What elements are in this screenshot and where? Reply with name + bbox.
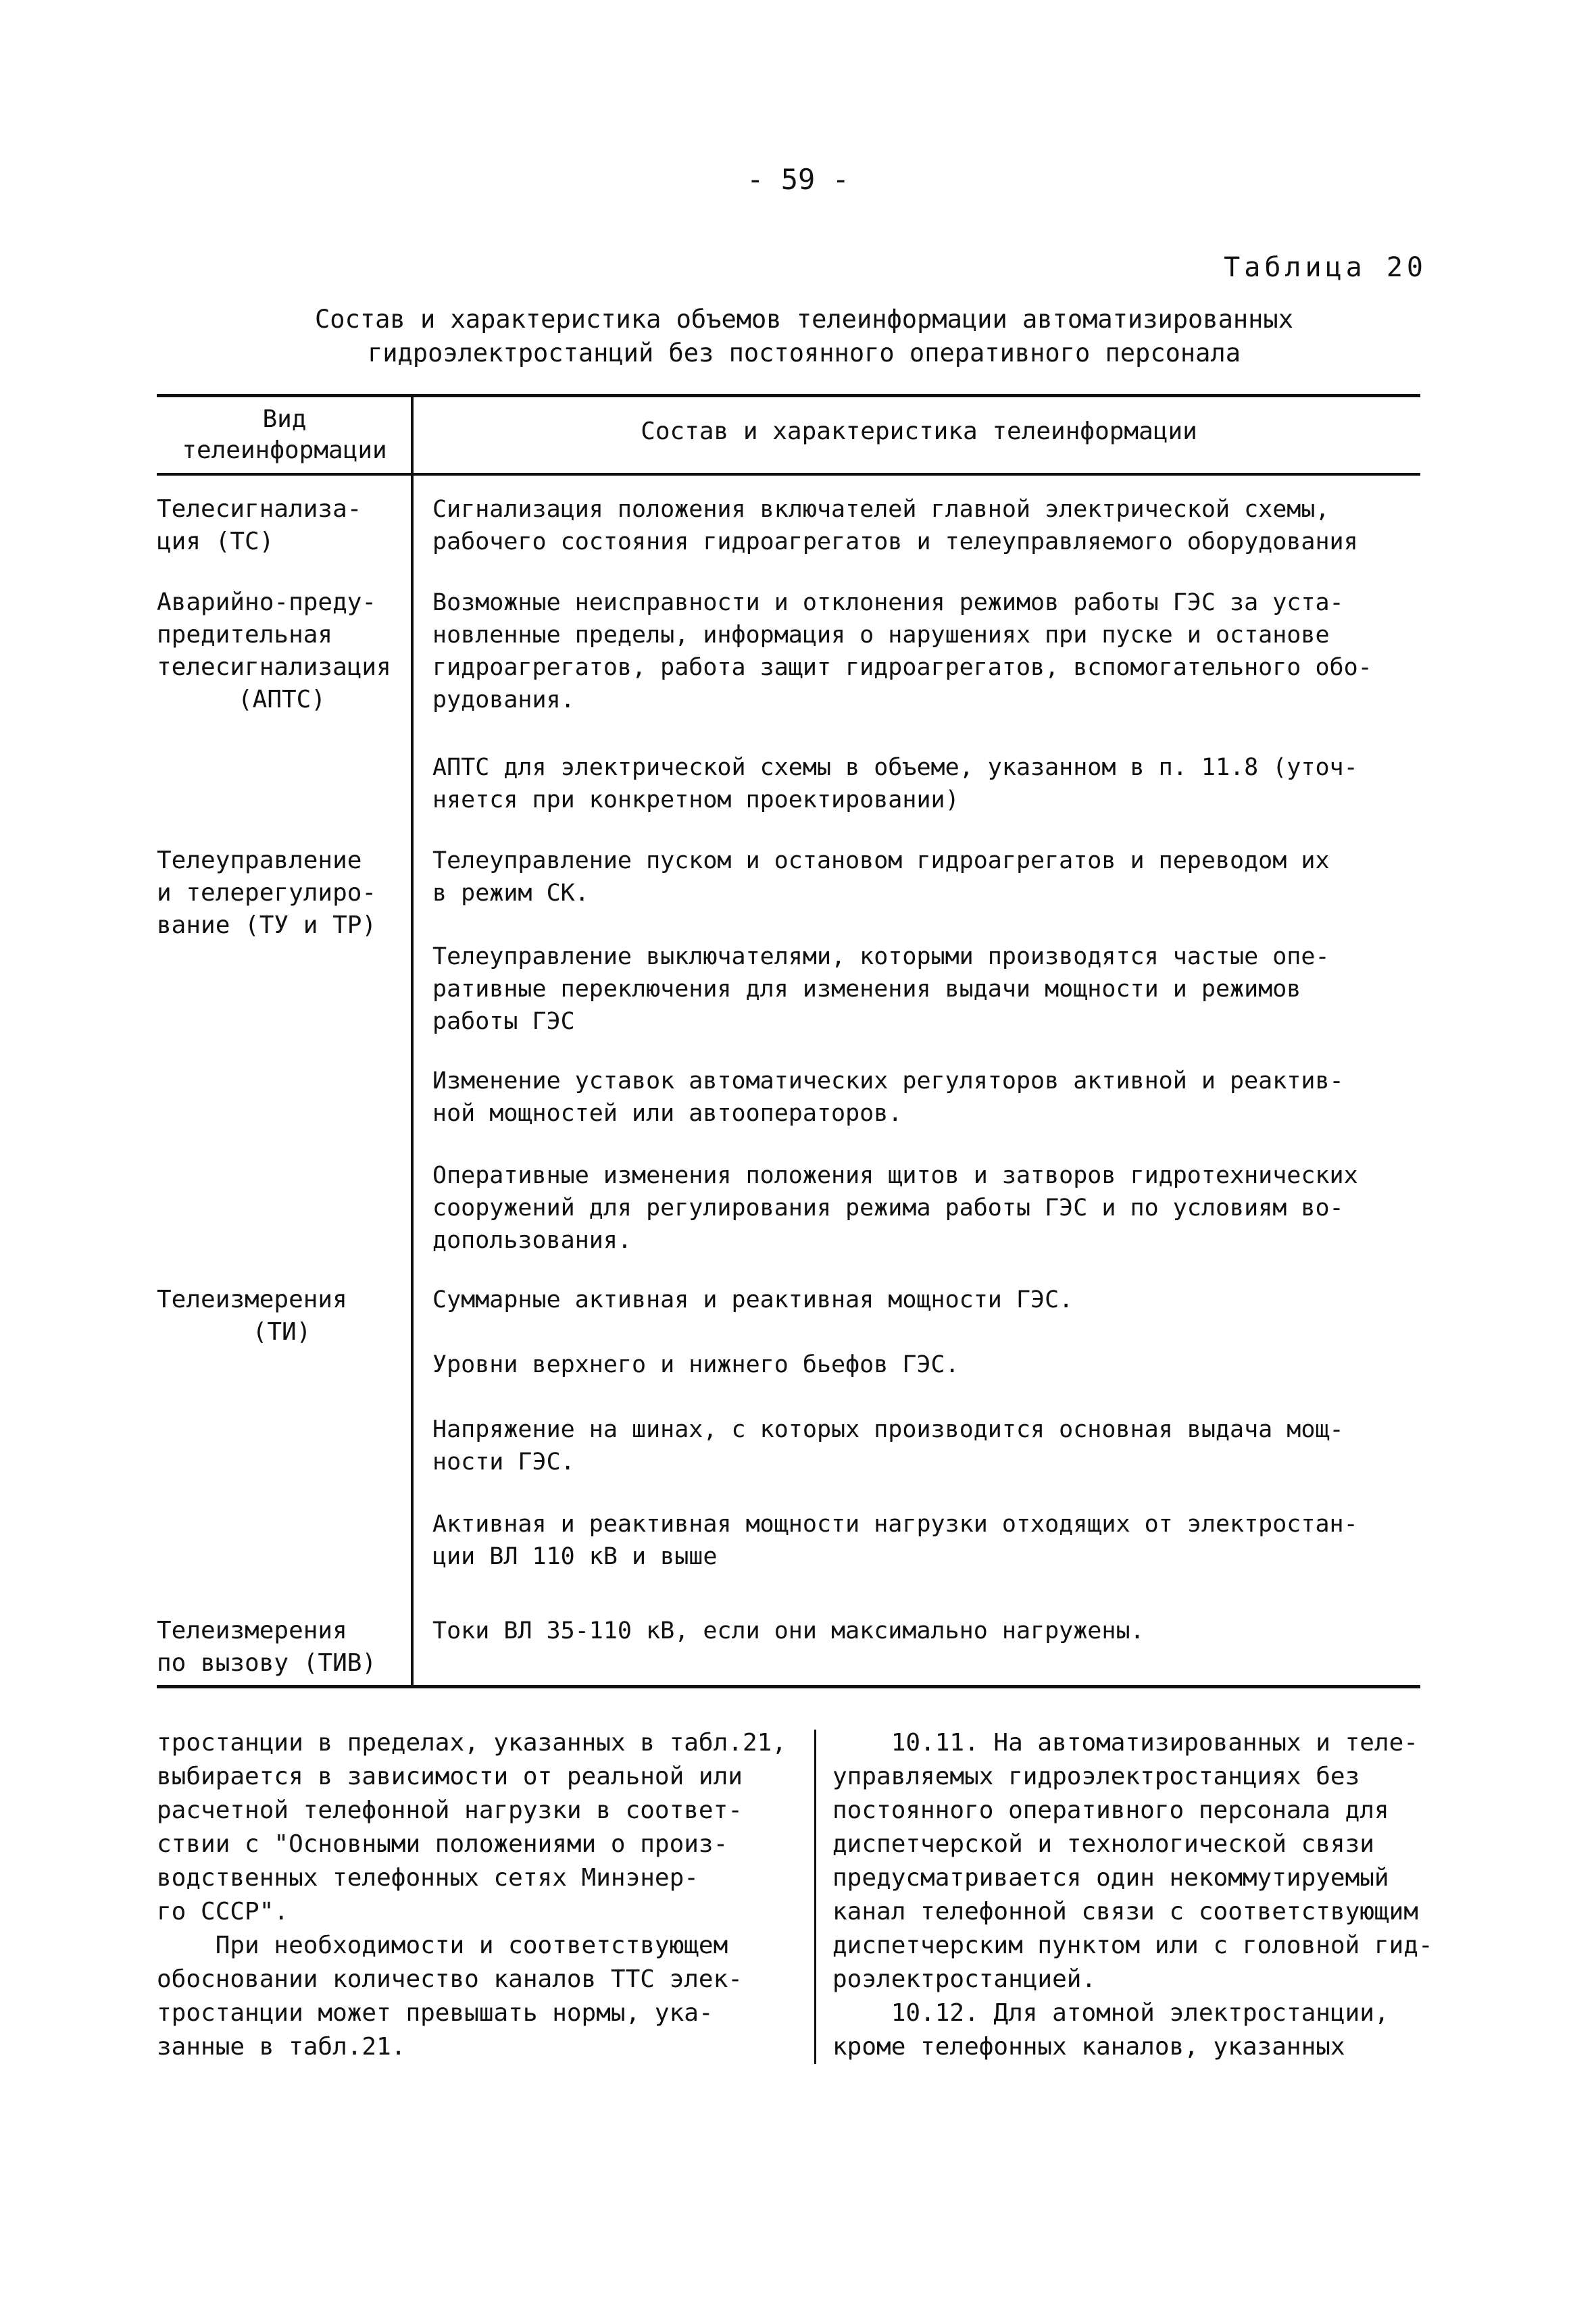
caption-line: Состав и характеристика объемов телеинформации автоматизированных <box>315 305 1293 334</box>
text-line: роэлектростанцией. <box>832 1965 1097 1993</box>
text-line: управляемых гидроэлектростанциях без <box>832 1763 1360 1790</box>
content-line: Уровни верхнего и нижнего бьефов ГЭС. <box>432 1351 959 1378</box>
text-line: кроме телефонных каналов, указанных <box>832 2033 1345 2061</box>
content-line: ности ГЭС. <box>432 1449 575 1476</box>
content-line: ративные переключения для изменения выдачи мощности и режимов <box>432 976 1301 1003</box>
row-type-line: телесигнализация <box>157 653 391 681</box>
content-line: Токи ВЛ 35-110 кВ, если они максимально нагружены. <box>432 1617 1145 1644</box>
row-content-item <box>432 1615 1419 1647</box>
content-line: Оперативные изменения положения щитов и затворов гидротехнических <box>432 1162 1358 1189</box>
content-line: рудования. <box>432 686 575 713</box>
row-content-item <box>432 493 1419 558</box>
content-line: Телеуправление пуском и остановом гидроагрегатов и переводом их <box>432 847 1330 874</box>
table-caption <box>203 303 1405 370</box>
row-content-item <box>432 1413 1419 1478</box>
content-line: ции ВЛ 110 кВ и выше <box>432 1543 718 1570</box>
row-content-item <box>432 1065 1419 1130</box>
text-line: канал телефонной связи с соответствующим <box>832 1898 1418 1926</box>
content-line: в режим СК. <box>432 880 589 907</box>
text-line: 10.11. На автоматизированных и теле- <box>832 1729 1418 1757</box>
header-line: Вид <box>262 405 307 433</box>
column-divider <box>411 394 414 1688</box>
left-text-column <box>157 1726 805 2064</box>
row-type-line: Телесигнализа- <box>157 495 362 523</box>
content-line: Активная и реактивная мощности нагрузки отходящих от электростан- <box>432 1511 1358 1538</box>
text-line: расчетной телефонной нагрузки в соответ- <box>157 1796 743 1824</box>
content-line: сооружений для регулирования режима работы ГЭС и по условиям во- <box>432 1194 1344 1222</box>
content-line: работы ГЭС <box>432 1008 575 1035</box>
content-line: Телеуправление выключателями, которыми производятся частые опе- <box>432 943 1330 970</box>
text-line: постоянного оперативного персонала для <box>832 1796 1389 1824</box>
row-type-line: Телеизмерения <box>157 1286 347 1313</box>
row-type-line: Телеизмерения <box>157 1617 347 1644</box>
header-composition: Состав и характеристика телеинформации <box>641 418 1197 445</box>
row-type-line: Телеуправление <box>157 847 362 874</box>
page-number: - 59 - <box>747 163 849 196</box>
content-line: гидроагрегатов, работа защит гидроагрегатов, вспомогательного обо- <box>432 654 1372 681</box>
header-bottom-rule <box>157 473 1420 476</box>
content-line: няется при конкретном проектировании) <box>432 786 959 813</box>
text-line: При необходимости и соответствующем <box>157 1932 728 1959</box>
row-content-item <box>432 1284 1419 1316</box>
row-type-ti <box>157 1284 407 1349</box>
table-bottom-rule <box>157 1685 1420 1688</box>
row-type-line: ция (ТС) <box>157 528 274 555</box>
row-type-line: по вызову (ТИВ) <box>157 1649 377 1677</box>
row-content-item <box>432 1159 1419 1257</box>
text-line: обосновании количество каналов ТТС элек- <box>157 1965 743 1993</box>
text-line: предусматривается один некоммутируемый <box>832 1864 1389 1892</box>
row-content-item <box>432 1508 1419 1573</box>
row-content-item <box>432 940 1419 1038</box>
text-line: ствии с "Основными положениями о произ- <box>157 1830 728 1858</box>
text-line: водственных телефонных сетях Минэнер- <box>157 1864 699 1892</box>
column-separator <box>814 1730 816 2064</box>
row-content-item <box>432 845 1419 909</box>
text-line: го СССР". <box>157 1898 289 1926</box>
row-type-line: Аварийно-преду- <box>157 588 377 616</box>
text-line: занные в табл.21. <box>157 2033 406 2061</box>
row-content-item <box>432 751 1419 816</box>
caption-line: гидроэлектростанций без постоянного оперативного персонала <box>367 338 1241 368</box>
row-type-line: предительная <box>157 621 333 649</box>
content-line: Суммарные активная и реактивная мощности ГЭС. <box>432 1286 1074 1313</box>
content-line: Сигнализация положения включателей главной электрической схемы, <box>432 496 1330 523</box>
text-line: диспетчерским пунктом или с головной гид- <box>832 1932 1433 1959</box>
content-line: Изменение уставок автоматических регуляторов активной и реактив- <box>432 1067 1344 1095</box>
row-type-line: вание (ТУ и ТР) <box>157 911 377 939</box>
content-line: рабочего состояния гидроагрегатов и телеуправляемого оборудования <box>432 528 1358 555</box>
text-line: 10.12. Для атомной электростанции, <box>832 1999 1389 2027</box>
content-line: Возможные неисправности и отклонения режимов работы ГЭС за уста- <box>432 589 1344 616</box>
text-line: диспетчерской и технологической связи <box>832 1830 1374 1858</box>
row-type-apts <box>157 586 407 716</box>
row-type-tiv <box>157 1615 407 1680</box>
content-line: допользования. <box>432 1227 632 1254</box>
row-type-line: (АПТС) <box>237 686 326 713</box>
text-line: тростанции в пределах, указанных в табл.21, <box>157 1729 787 1757</box>
table-top-rule <box>157 394 1420 397</box>
row-type-tu-tr <box>157 845 407 942</box>
table-label: Таблица 20 <box>1224 252 1427 283</box>
row-content-item <box>432 1349 1419 1381</box>
row-type-line: и телерегулиро- <box>157 879 377 907</box>
right-text-column <box>832 1726 1441 2064</box>
row-type-line: (ТИ) <box>252 1318 311 1346</box>
text-line: выбирается в зависимости от реальной или <box>157 1763 743 1790</box>
content-line: ной мощностей или автооператоров. <box>432 1100 903 1127</box>
header-line: телеинформации <box>182 436 387 464</box>
content-line: новленные пределы, информация о нарушениях при пуске и останове <box>432 622 1330 649</box>
text-line: тростанции может превышать нормы, ука- <box>157 1999 714 2027</box>
content-line: АПТС для электрической схемы в объеме, указанном в п. 11.8 (уточ- <box>432 754 1358 781</box>
row-type-ts <box>157 493 407 558</box>
row-content-item <box>432 586 1419 716</box>
content-line: Напряжение на шинах, с которых производится основная выдача мощ- <box>432 1416 1344 1443</box>
header-type-of-teleinformation <box>157 404 412 466</box>
